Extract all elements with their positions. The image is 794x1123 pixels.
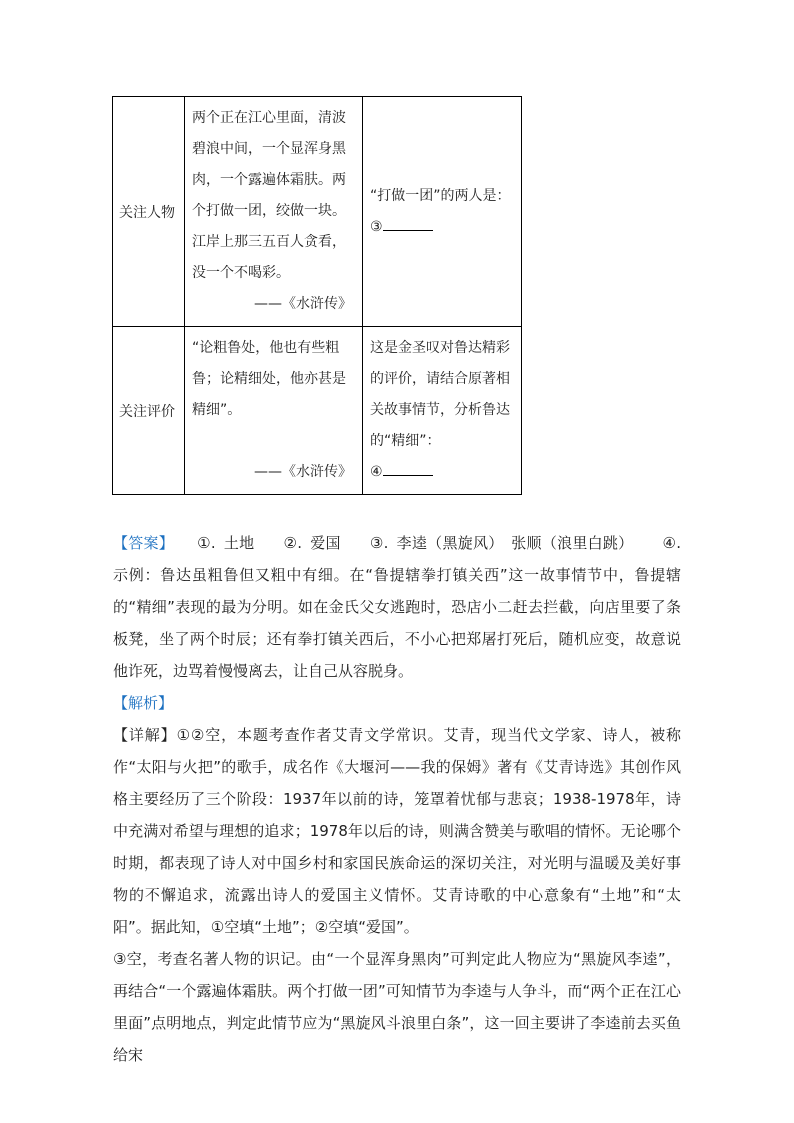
task-line: “打做一团”的两人是：: [370, 187, 511, 204]
answer-item-3: ③. 李逵（黑旋风） 张顺（浪里白跳）: [369, 534, 634, 552]
answer-tag: 【答案】: [113, 534, 175, 552]
quote-line: 碧浪中间，一个显浑身黑: [192, 141, 346, 157]
answer-item-4-num: ④.: [662, 534, 681, 552]
quote-cell: [185, 97, 363, 327]
task-cell: [363, 327, 522, 495]
task-line: 关故事情节，分析鲁达: [370, 402, 510, 418]
question-table: [112, 96, 522, 495]
task-line: 的评价，请结合原著相: [370, 371, 510, 387]
answer-section: [113, 527, 681, 1071]
row-label: 关注人物: [113, 97, 185, 327]
answer-blank-3: ③: [370, 212, 515, 243]
answer-item-2: ②. 爱国: [283, 534, 341, 552]
quote-source: ——《水浒传》: [254, 464, 352, 480]
table-row-characters: [113, 97, 522, 327]
quote-line: 两个正在江心里面，清波: [192, 110, 346, 126]
answer-item-4-text: 示例：鲁达虽粗鲁但又粗中有细。在“鲁提辖拳打镇关西”这一故事情节中，鲁提辖的“精细”表现的最为分明。如在金氏父女逃跑时，恐店小二赶去拦截，向店里要了条板凳，坐了两个时辰；还有拳打镇关西后，不小心把郑屠打死后，随机应变，故意说他诈死，边骂着慢慢离去，让自己从容脱身。: [113, 566, 681, 680]
detail-tag: 【详解】: [113, 726, 177, 744]
quote-line: 江岸上那三五百人贪看，: [192, 234, 346, 250]
analysis-paragraph-1: 【详解】①②空，本题考查作者艾青文学常识。艾青，现当代文学家、诗人，被称作“太阳与火把”的歌手，成名作《大堰河——我的保姆》著有《艾青诗选》其创作风格主要经历了三个阶段：1937年以前的诗，笼罩着忧郁与悲哀；1938-1978年，诗中充满对希望与理想的追求；1978年以后的诗，则满含赞美与歌唱的情怀。无论哪个时期，都表现了诗人对中国乡村和家国民族命运的深切关注，对光明与温暖及美好事物的不懈追求，流露出诗人的爱国主义情怀。艾青诗歌的中心意象有“土地”和“太阳”。据此知，①空填“土地”；②空填“爱国”。: [113, 726, 681, 936]
quote-line: 没一个不喝彩。: [192, 265, 290, 281]
quote-line: “论粗鲁处，他也有些粗: [192, 340, 340, 356]
task-line: 这是金圣叹对鲁达精彩: [370, 340, 510, 356]
quote-line: 肉，一个露遍体霜肤。两: [192, 172, 346, 188]
quote-cell: [185, 327, 363, 495]
answer-blank-4: ④: [370, 457, 515, 488]
analysis-paragraph-2: ③空，考查名著人物的识记。由“一个显浑身黑肉”可判定此人物应为“黑旋风李逵”，再结合“一个露遍体霜肤。两个打做一团”可知情节为李逵与人争斗，而“两个正在江心里面”点明地点，判定此情节应为“黑旋风斗浪里白条”，这一回主要讲了李逵前去买鱼给宋: [113, 950, 681, 1064]
analysis-tag: 【解析】: [113, 694, 174, 712]
task-line: 的“精细”：: [370, 433, 441, 449]
quote-source: ——《水浒传》: [254, 296, 352, 312]
table-row-evaluation: [113, 327, 522, 495]
quote-line: 精细”。: [192, 402, 242, 418]
quote-line: 鲁；论精细处，他亦甚是: [192, 371, 346, 387]
quote-line: 个打做一团，绞做一块。: [192, 203, 346, 219]
row-label: 关注评价: [113, 327, 185, 495]
answer-item-1: ①. 土地: [197, 534, 255, 552]
answer-paragraph: [113, 527, 681, 687]
task-cell: [363, 97, 522, 327]
